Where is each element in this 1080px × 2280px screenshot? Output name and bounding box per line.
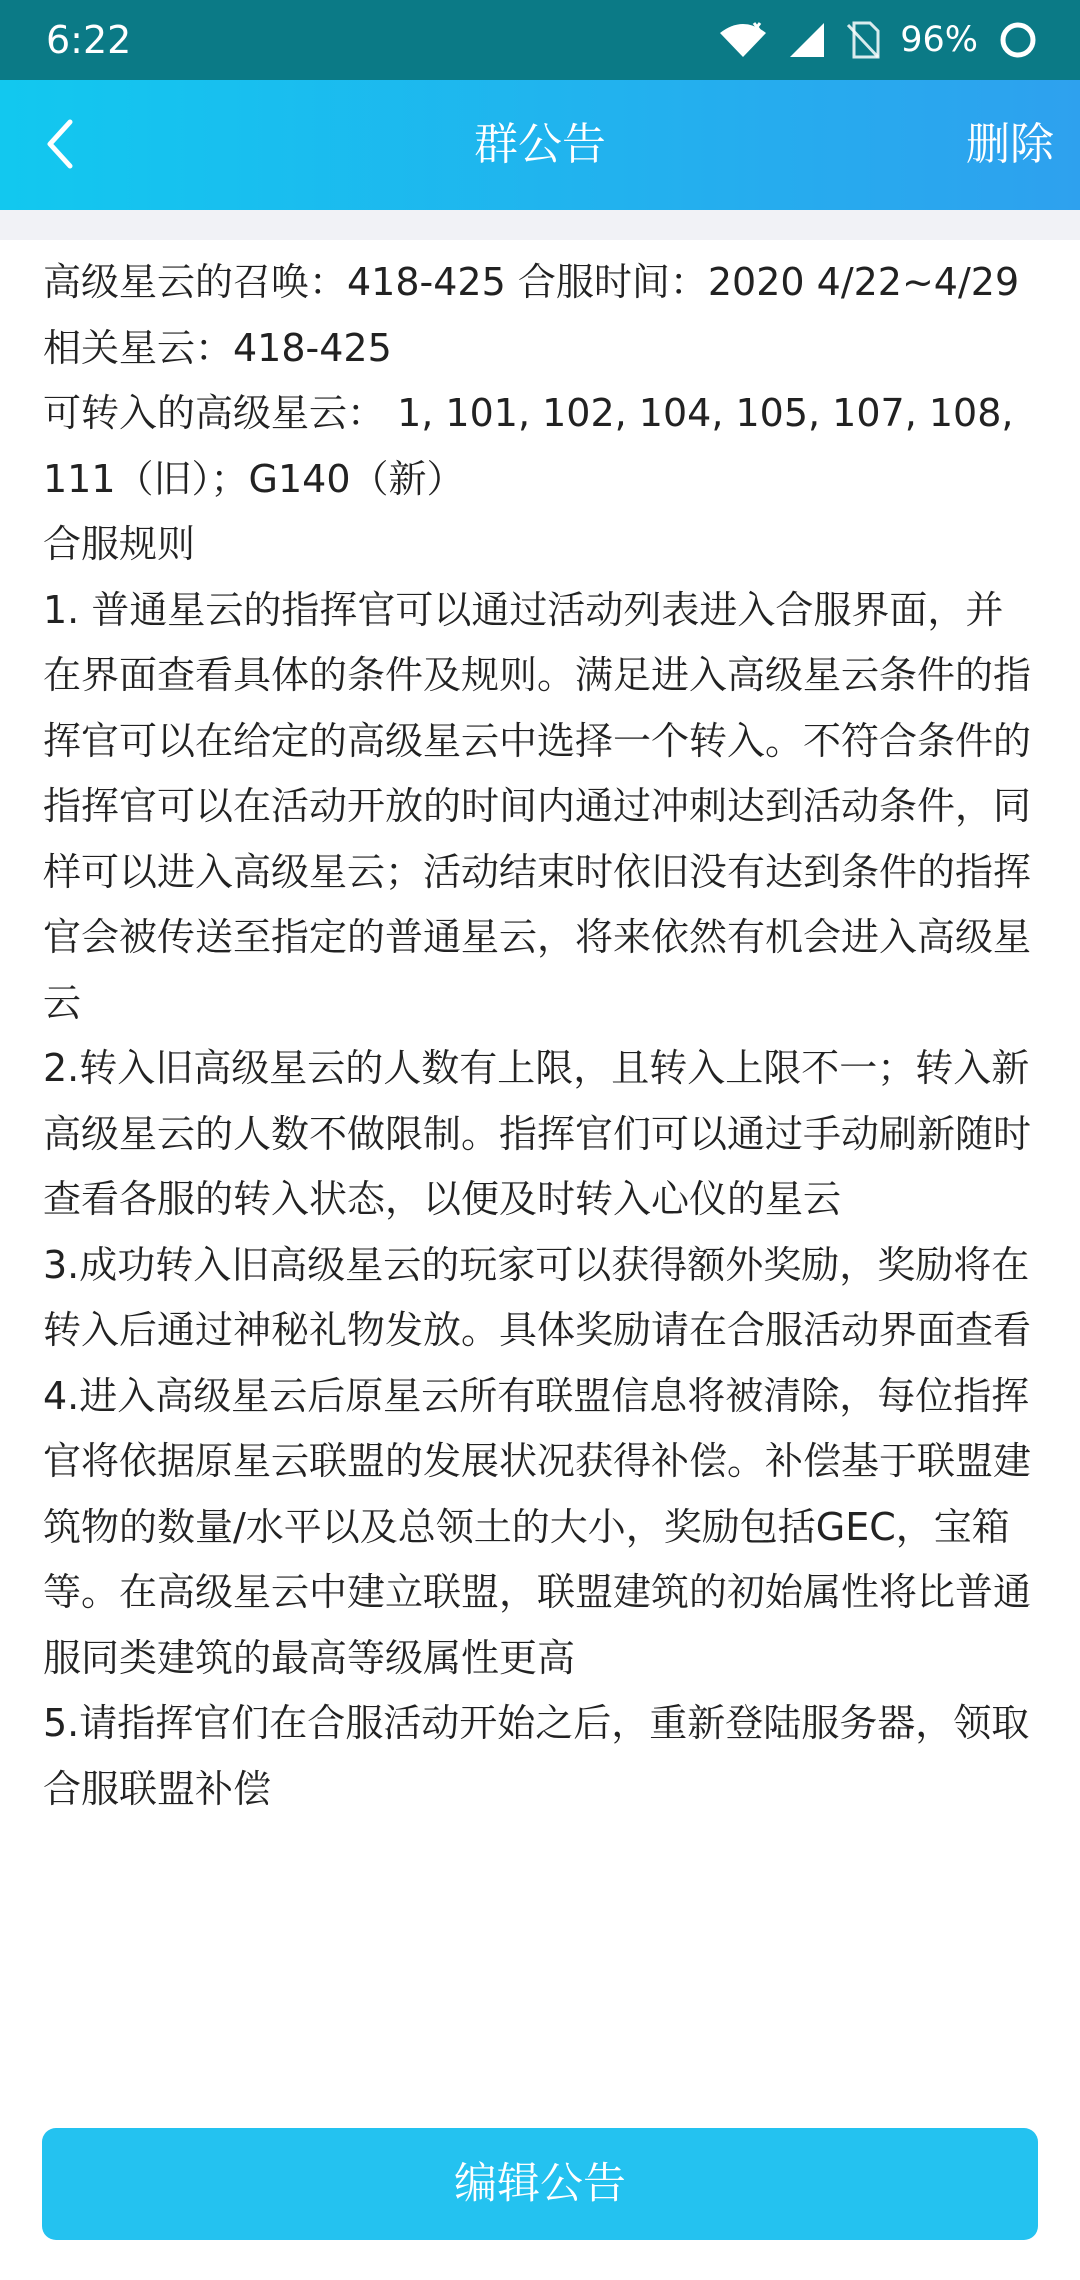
title-bar xyxy=(0,80,1080,210)
battery-percent: 96% xyxy=(900,20,978,60)
announcement-text xyxy=(43,250,1033,1822)
announcement-line: 1. 普通星云的指挥官可以通过活动列表进入合服界面，并在界面查看具体的条件及规则。满足进入高级星云条件的指挥官可以在给定的高级星云中选择一个转入。不符合条件的指挥官可以在活动开放的时间内通过冲刺达到活动条件，同样可以进入高级星云；活动结束时依旧没有达到条件的指挥官会被传送至指定的普通星云，将来依然有机会进入高级星云 xyxy=(43,587,1032,1025)
chevron-left-icon xyxy=(40,116,80,176)
status-bar xyxy=(0,0,1080,80)
status-time: 6:22 xyxy=(46,18,132,62)
battery-ring-icon xyxy=(998,20,1038,60)
announcement-line: 4.进入高级星云后原星云所有联盟信息将被清除，每位指挥官将依据原星云联盟的发展状况获得补偿。补偿基于联盟建筑物的数量/水平以及总领土的大小，奖励包括GEC，宝箱等。在高级星云中建立联盟，联盟建筑的初始属性将比普通服同类建筑的最高等级属性更高 xyxy=(43,1373,1032,1680)
announcement-line: 相关星云：418-425 xyxy=(43,325,392,370)
no-sim-icon xyxy=(846,21,880,59)
wifi-icon xyxy=(718,21,768,59)
back-button[interactable] xyxy=(12,98,108,194)
announcement-line: 3.成功转入旧高级星云的玩家可以获得额外奖励，奖励将在转入后通过神秘礼物发放。具体奖励请在合服活动界面查看 xyxy=(43,1242,1032,1352)
announcement-line: 高级星云的召唤：418-425 合服时间：2020 4/22~4/29 xyxy=(43,260,1020,304)
content-divider xyxy=(0,210,1080,240)
delete-button[interactable]: 删除 xyxy=(966,119,1054,170)
announcement-line: 5.请指挥官们在合服活动开始之后，重新登陆服务器，领取合服联盟补偿 xyxy=(43,1701,1030,1811)
announcement-line: 2.转入旧高级星云的人数有上限，且转入上限不一；转入新高级星云的人数不做限制。指挥官们可以通过手动刷新随时查看各服的转入状态，以便及时转入心仪的星云 xyxy=(43,1046,1032,1221)
signal-icon xyxy=(788,21,826,59)
edit-announcement-button[interactable]: 编辑公告 xyxy=(42,2128,1038,2240)
announcement-line: 合服规则 xyxy=(43,522,196,566)
announcement-line: 可转入的高级星云： 1, 101, 102, 104, 105, 107, 108, 111（旧）；G140（新） xyxy=(43,391,1014,501)
page-title: 群公告 xyxy=(474,119,606,170)
status-icons xyxy=(718,20,1038,60)
